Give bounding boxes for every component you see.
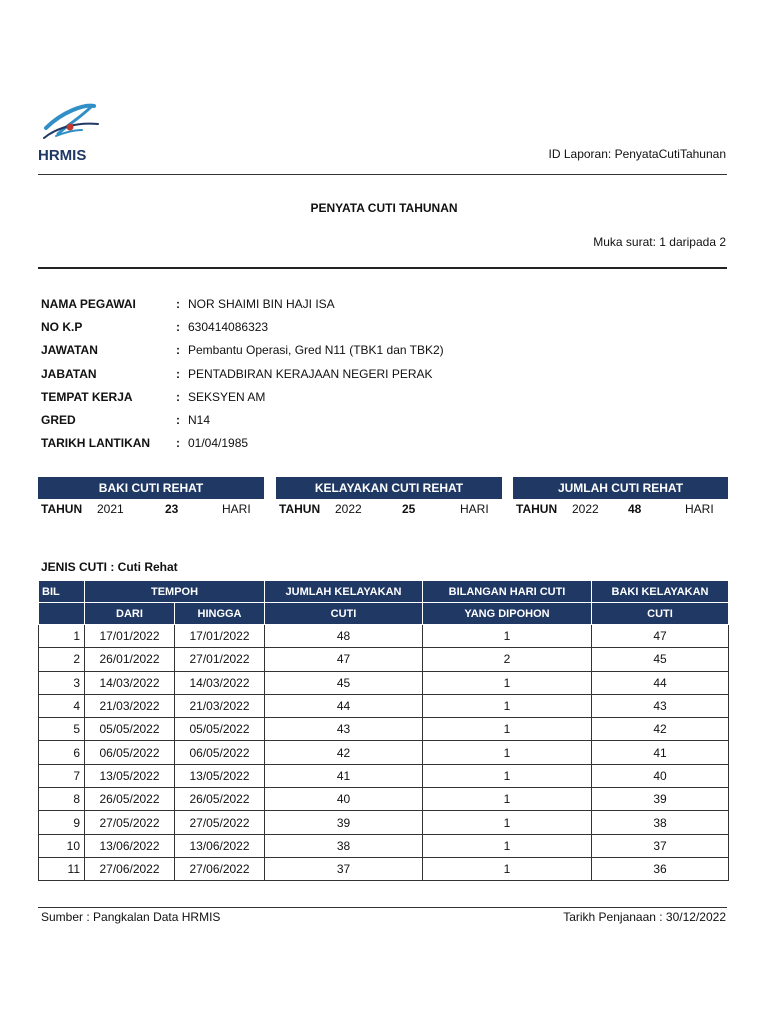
- cell-dipohon: 1: [423, 834, 592, 857]
- cell-dari: 27/06/2022: [85, 857, 175, 880]
- summary-unit: HARI: [685, 502, 714, 516]
- cell-dipohon: 1: [423, 718, 592, 741]
- cell-baki: 47: [592, 625, 729, 648]
- cell-hingga: 05/05/2022: [175, 718, 265, 741]
- col-bil-sub: [39, 603, 85, 625]
- summary-row: [276, 499, 502, 519]
- cell-dipohon: 1: [423, 741, 592, 764]
- cell-baki: 43: [592, 694, 729, 717]
- cell-kelayakan: 48: [265, 625, 423, 648]
- summary-jumlah: [513, 477, 728, 519]
- table-row: [39, 811, 729, 834]
- cell-kelayakan: 47: [265, 648, 423, 671]
- table-row: [39, 857, 729, 880]
- table-row: [39, 694, 729, 717]
- summary-year-label: TAHUN: [279, 502, 321, 516]
- cell-dipohon: 1: [423, 811, 592, 834]
- info-row-tempat-kerja: [41, 385, 444, 408]
- divider: [38, 267, 727, 269]
- cell-bil: 10: [39, 834, 85, 857]
- cell-hingga: 14/03/2022: [175, 671, 265, 694]
- table-row: [39, 625, 729, 648]
- summary-title: BAKI CUTI REHAT: [38, 477, 264, 499]
- cell-hingga: 27/06/2022: [175, 857, 265, 880]
- leave-table: [38, 580, 729, 881]
- cell-kelayakan: 43: [265, 718, 423, 741]
- col-bilangan-hari: BILANGAN HARI CUTI: [423, 581, 592, 603]
- svg-text:HRMIS: HRMIS: [38, 147, 87, 164]
- info-row-nokp: [41, 315, 444, 338]
- cell-kelayakan: 40: [265, 788, 423, 811]
- cell-bil: 3: [39, 671, 85, 694]
- table-row: [39, 718, 729, 741]
- table-row: [39, 788, 729, 811]
- cell-kelayakan: 37: [265, 857, 423, 880]
- summary-year: 2021: [97, 502, 124, 516]
- table-header-row: [39, 581, 729, 603]
- summary-year: 2022: [572, 502, 599, 516]
- summary-days: 25: [402, 502, 416, 516]
- cell-dari: 13/05/2022: [85, 764, 175, 787]
- col-dari: DARI: [85, 603, 175, 625]
- cell-dipohon: 1: [423, 788, 592, 811]
- col-bilangan-sub: YANG DIPOHON: [423, 603, 592, 625]
- cell-bil: 5: [39, 718, 85, 741]
- cell-dipohon: 1: [423, 625, 592, 648]
- info-row-jawatan: [41, 339, 444, 362]
- cell-dipohon: 1: [423, 671, 592, 694]
- table-row: [39, 834, 729, 857]
- cell-bil: 8: [39, 788, 85, 811]
- page-title: PENYATA CUTI TAHUNAN: [310, 201, 458, 215]
- table-subheader-row: [39, 603, 729, 625]
- cell-hingga: 21/03/2022: [175, 694, 265, 717]
- info-value: SEKSYEN AM: [188, 389, 266, 404]
- summary-days: 48: [628, 502, 642, 516]
- cell-hingga: 26/05/2022: [175, 788, 265, 811]
- info-colon: :: [176, 413, 180, 428]
- summary-year-label: TAHUN: [41, 502, 83, 516]
- cell-dari: 13/06/2022: [85, 834, 175, 857]
- cell-bil: 6: [39, 741, 85, 764]
- table-row: [39, 671, 729, 694]
- cell-hingga: 13/05/2022: [175, 764, 265, 787]
- cell-bil: 2: [39, 648, 85, 671]
- summary-days: 23: [165, 502, 179, 516]
- summary-title: JUMLAH CUTI REHAT: [513, 477, 728, 499]
- summary-unit: HARI: [460, 502, 489, 516]
- table-row: [39, 741, 729, 764]
- cell-dari: 06/05/2022: [85, 741, 175, 764]
- info-value: 630414086323: [188, 319, 269, 334]
- cell-dari: 14/03/2022: [85, 671, 175, 694]
- col-jumlah-kelayakan: JUMLAH KELAYAKAN: [265, 581, 423, 603]
- summary-row: [513, 499, 728, 519]
- info-label: GRED: [41, 413, 76, 428]
- hrmis-logo: [36, 100, 112, 166]
- cell-dari: 21/03/2022: [85, 694, 175, 717]
- cell-bil: 7: [39, 764, 85, 787]
- employee-info: [41, 292, 444, 455]
- cell-dari: 26/05/2022: [85, 788, 175, 811]
- info-colon: :: [176, 436, 180, 451]
- col-baki-kelayakan: BAKI KELAYAKAN: [592, 581, 729, 603]
- cell-dari: 17/01/2022: [85, 625, 175, 648]
- cell-baki: 41: [592, 741, 729, 764]
- cell-bil: 1: [39, 625, 85, 648]
- info-label: TEMPAT KERJA: [41, 389, 133, 404]
- cell-dari: 26/01/2022: [85, 648, 175, 671]
- table-row: [39, 648, 729, 671]
- info-row-gred: [41, 408, 444, 431]
- divider: [38, 907, 727, 908]
- cell-hingga: 27/05/2022: [175, 811, 265, 834]
- info-label: NO K.P: [41, 319, 83, 334]
- summary-title: KELAYAKAN CUTI REHAT: [276, 477, 502, 499]
- info-colon: :: [176, 366, 180, 381]
- col-jumlah-sub: CUTI: [265, 603, 423, 625]
- info-label: TARIKH LANTIKAN: [41, 436, 151, 451]
- info-colon: :: [176, 343, 180, 358]
- summary-baki: [38, 477, 264, 519]
- summary-year-label: TAHUN: [516, 502, 558, 516]
- cell-dari: 27/05/2022: [85, 811, 175, 834]
- divider: [38, 174, 727, 175]
- info-value: NOR SHAIMI BIN HAJI ISA: [188, 296, 335, 311]
- cell-baki: 36: [592, 857, 729, 880]
- cell-dipohon: 1: [423, 857, 592, 880]
- cell-hingga: 17/01/2022: [175, 625, 265, 648]
- info-colon: :: [176, 389, 180, 404]
- report-id: ID Laporan: PenyataCutiTahunan: [548, 147, 726, 161]
- cell-bil: 9: [39, 811, 85, 834]
- cell-hingga: 13/06/2022: [175, 834, 265, 857]
- leave-type: JENIS CUTI : Cuti Rehat: [41, 560, 178, 574]
- cell-kelayakan: 44: [265, 694, 423, 717]
- cell-baki: 44: [592, 671, 729, 694]
- cell-dipohon: 1: [423, 764, 592, 787]
- cell-baki: 39: [592, 788, 729, 811]
- col-tempoh: TEMPOH: [85, 581, 265, 603]
- cell-bil: 4: [39, 694, 85, 717]
- leave-table-body: [39, 625, 729, 881]
- col-bil: BIL: [39, 581, 85, 603]
- hrmis-logo-icon: [36, 100, 112, 166]
- page-number: Muka surat: 1 daripada 2: [593, 235, 726, 249]
- summary-unit: HARI: [222, 502, 251, 516]
- cell-dipohon: 2: [423, 648, 592, 671]
- cell-dari: 05/05/2022: [85, 718, 175, 741]
- info-colon: :: [176, 319, 180, 334]
- cell-kelayakan: 41: [265, 764, 423, 787]
- table-row: [39, 764, 729, 787]
- cell-dipohon: 1: [423, 694, 592, 717]
- cell-kelayakan: 38: [265, 834, 423, 857]
- cell-baki: 37: [592, 834, 729, 857]
- info-value: N14: [188, 413, 211, 428]
- info-value: Pembantu Operasi, Gred N11 (TBK1 dan TBK2): [188, 343, 444, 358]
- cell-bil: 11: [39, 857, 85, 880]
- info-value: PENTADBIRAN KERAJAAN NEGERI PERAK: [188, 366, 433, 381]
- summary-year: 2022: [335, 502, 362, 516]
- cell-baki: 42: [592, 718, 729, 741]
- cell-baki: 38: [592, 811, 729, 834]
- cell-hingga: 27/01/2022: [175, 648, 265, 671]
- info-row-nama: [41, 292, 444, 315]
- cell-baki: 40: [592, 764, 729, 787]
- footer-print-date: Tarikh Penjanaan : 30/12/2022: [563, 910, 726, 924]
- cell-baki: 45: [592, 648, 729, 671]
- summary-row: [38, 499, 264, 519]
- info-row-tarikh-lantikan: [41, 432, 444, 455]
- cell-kelayakan: 42: [265, 741, 423, 764]
- summary-kelayakan: [276, 477, 502, 519]
- info-row-jabatan: [41, 362, 444, 385]
- cell-hingga: 06/05/2022: [175, 741, 265, 764]
- cell-kelayakan: 39: [265, 811, 423, 834]
- info-label: JABATAN: [41, 366, 97, 381]
- info-label: NAMA PEGAWAI: [41, 296, 136, 311]
- cell-kelayakan: 45: [265, 671, 423, 694]
- col-baki-sub: CUTI: [592, 603, 729, 625]
- info-colon: :: [176, 296, 180, 311]
- info-label: JAWATAN: [41, 343, 98, 358]
- info-value: 01/04/1985: [188, 436, 249, 451]
- footer-source: Sumber : Pangkalan Data HRMIS: [41, 910, 221, 924]
- col-hingga: HINGGA: [175, 603, 265, 625]
